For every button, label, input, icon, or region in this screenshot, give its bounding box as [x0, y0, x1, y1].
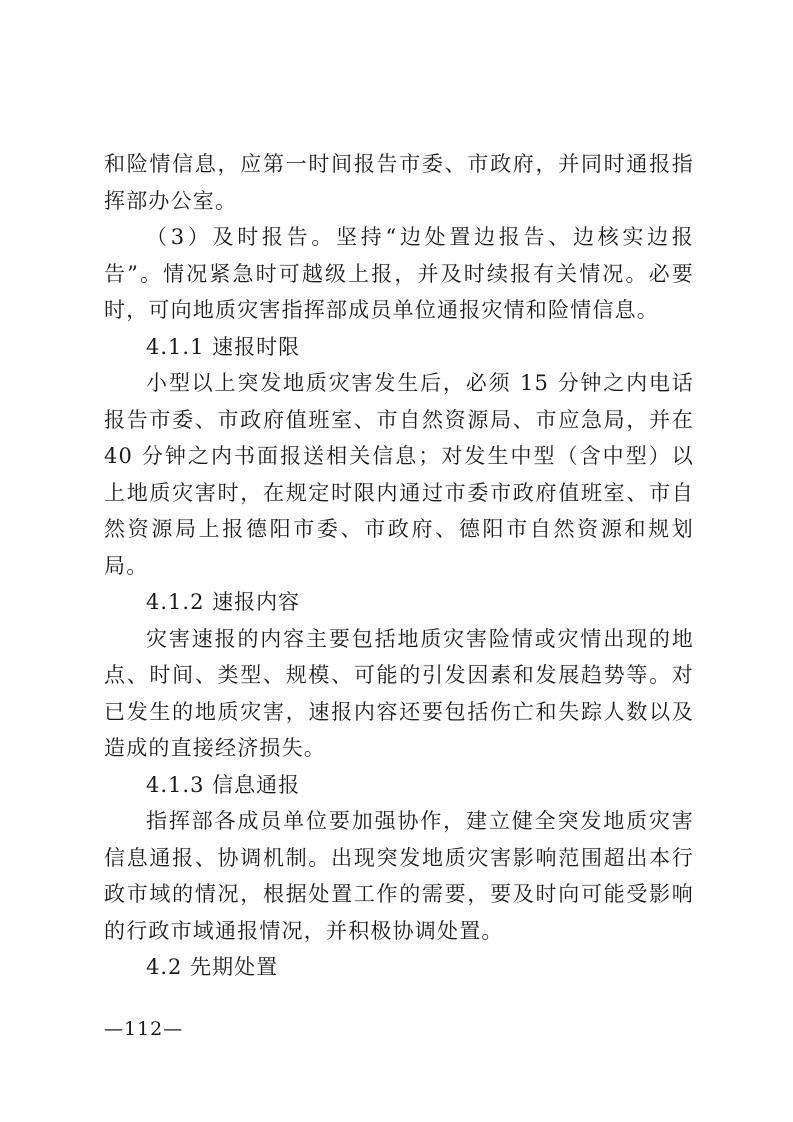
heading-4-1-3: 4.1.3 信息通报 [146, 772, 301, 797]
paragraph-report-content: 灾害速报的内容主要包括地质灾害险情或灾情出现的地点、时间、类型、规模、可能的引发因素和发展趋势等。对已发生的地质灾害，速报内容还要包括伤亡和失踪人数以及造成的直接经济损失。 [104, 626, 694, 760]
heading-4-1-1: 4.1.1 速报时限 [146, 334, 301, 359]
document-body [104, 146, 694, 986]
paragraph-report-time-limit: 小型以上突发地质灾害发生后，必须 15 分钟之内电话报告市委、市政府值班室、市自然资源局、市应急局，并在 40 分钟之内书面报送相关信息；对发生中型（含中型）以上地质灾害时，在规定时限内通过市委市政府值班室、市自然资源局上报德阳市委、市政府、德阳市自然资源和规划局。 [104, 371, 694, 578]
paragraph-continued: 和险情信息，应第一时间报告市委、市政府，并同时通报指挥部办公室。 [104, 152, 694, 213]
heading-4-1-2: 4.1.2 速报内容 [146, 590, 301, 614]
paragraph-info-notification: 指挥部各成员单位要加强协作，建立健全突发地质灾害信息通报、协调机制。出现突发地质灾害影响范围超出本行政市域的情况，根据处置工作的需要，要及时向可能受影响的行政市域通报情况，并积极协调处置。 [104, 809, 694, 943]
paragraph-timely-report: （3）及时报告。坚持“边处置边报告、边核实边报告”。情况紧急时可越级上报，并及时续报有关情况。必要时，可向地质灾害指挥部成员单位通报灾情和险情信息。 [104, 225, 694, 322]
heading-4-2: 4.2 先期处置 [146, 955, 279, 979]
page-number: —112— [104, 1018, 184, 1040]
